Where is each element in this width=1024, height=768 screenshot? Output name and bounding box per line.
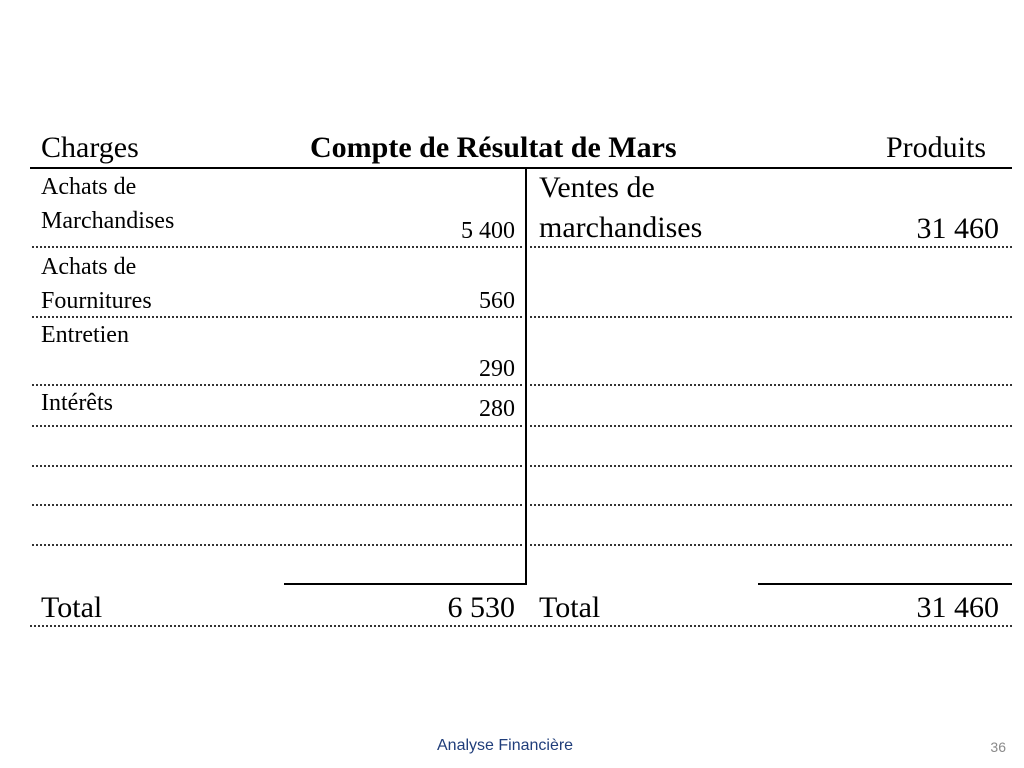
produit-label-ventes: Ventes de marchandises (539, 171, 703, 244)
row-separator (32, 544, 522, 546)
total-amount-charges: 6 530 (447, 591, 515, 624)
charge-amount-entretien: 290 (479, 356, 515, 382)
charge-amount-interets: 280 (479, 396, 515, 422)
produits-header: Produits (886, 131, 987, 164)
page-number: 36 (990, 739, 1006, 755)
charge-label-achats-marchandises: Achats de Marchandises (41, 174, 175, 234)
charge-amount-achats-fournitures: 560 (479, 288, 515, 314)
row-separator (32, 246, 522, 248)
charge-amount-achats-marchandises: 5 400 (461, 218, 515, 244)
row-separator (530, 425, 1012, 427)
page-title: Compte de Résultat de Mars (310, 131, 677, 164)
total-amount-produits: 31 460 (916, 591, 999, 624)
charges-header: Charges (41, 131, 139, 164)
header-rule (30, 167, 1012, 169)
total-rule-charges (284, 583, 526, 585)
total-rule-produits (758, 583, 1012, 585)
total-label-produits: Total (539, 591, 601, 624)
row-separator (530, 465, 1012, 467)
row-separator (530, 504, 1012, 506)
charge-label-achats-fournitures: Achats de Fournitures (41, 254, 152, 314)
row-separator (32, 465, 522, 467)
charge-label-entretien: Entretien (41, 322, 129, 348)
footer-text: Analyse Financière (437, 737, 574, 754)
total-label-charges: Total (41, 591, 103, 624)
row-separator (32, 504, 522, 506)
total-separator (30, 625, 1012, 627)
row-separator (530, 544, 1012, 546)
row-separator (530, 384, 1012, 386)
charge-label-interets: Intérêts (41, 390, 113, 416)
column-divider (525, 168, 527, 585)
row-separator (530, 316, 1012, 318)
row-separator (32, 425, 522, 427)
produit-amount-ventes: 31 460 (916, 212, 999, 245)
